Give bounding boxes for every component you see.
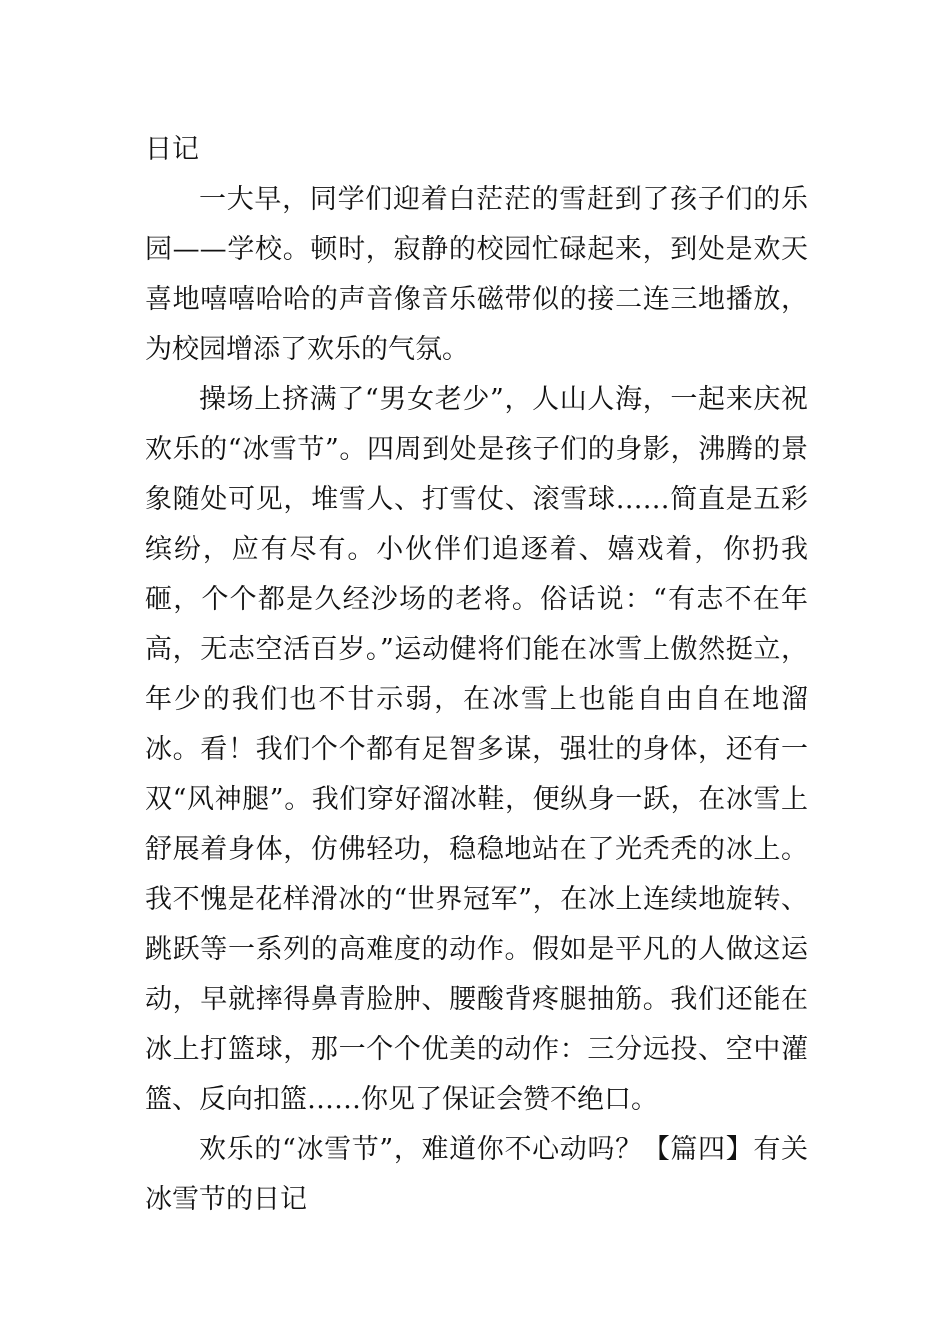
title-fragment: 日记 <box>145 134 199 165</box>
document-page <box>145 125 808 1225</box>
paragraph-1: 一大早，同学们迎着白茫茫的雪赶到了孩子们的乐园——学校。顿时，寂静的校园忙碌起来，到处是欢天喜地嘻嘻哈哈的声音像音乐磁带似的接二连三地播放，为校园增添了欢乐的气氛。 <box>145 184 808 365</box>
paragraph-3: 欢乐的“冰雪节”，难道你不心动吗？【篇四】有关冰雪节的日记 <box>145 1134 808 1215</box>
paragraph-2: 操场上挤满了“男女老少”，人山人海，一起来庆祝欢乐的“冰雪节”。四周到处是孩子们的身影，沸腾的景象随处可见，堆雪人、打雪仗、滚雪球……简直是五彩缤纷，应有尽有。小伙伴们追逐着、嬉戏着，你扔我砸，个个都是久经沙场的老将。俗话说：“有志不在年高，无志空活百岁。”运动健将们能在冰雪上傲然挺立，年少的我们也不甘示弱，在冰雪上也能自由自在地溜冰。看！我们个个都有足智多谋，强壮的身体，还有一双“风神腿”。我们穿好溜冰鞋，便纵身一跃，在冰雪上舒展着身体，仿佛轻功，稳稳地站在了光秃秃的冰上。我不愧是花样滑冰的“世界冠军”，在冰上连续地旋转、跳跃等一系列的高难度的动作。假如是平凡的人做这运动，早就摔得鼻青脸肿、腰酸背疼腿抽筋。我们还能在冰上打篮球，那一个个优美的动作：三分远投、空中灌篮、反向扣篮……你见了保证会赞不绝口。 <box>145 384 808 1115</box>
